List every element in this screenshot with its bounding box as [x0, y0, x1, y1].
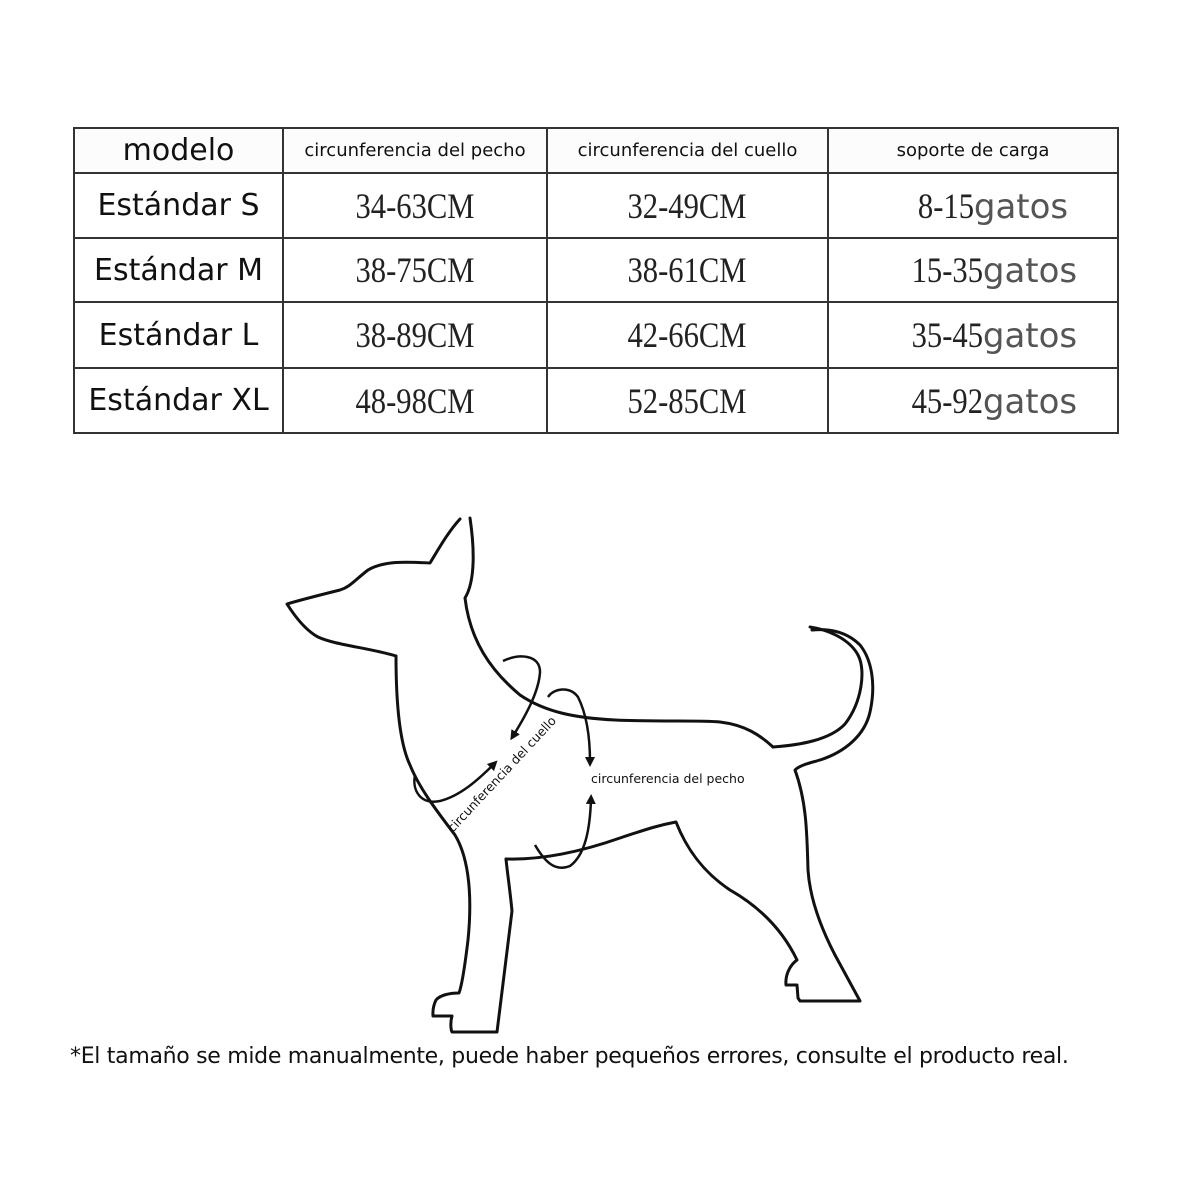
header-chest: circunferencia del pecho: [283, 128, 547, 173]
size-disclaimer-footnote: *El tamaño se mide manualmente, puede haber pequeños errores, consulte el producto real.: [70, 1044, 1069, 1069]
cell-chest: 38-89CM: [283, 302, 547, 368]
neck-measure-loop: [414, 656, 540, 801]
chest-circumference-label: circunferencia del pecho: [591, 771, 745, 786]
cell-neck: 38-61CM: [547, 238, 828, 302]
cell-load: 35-45gatos: [828, 302, 1118, 368]
neck-circumference-label: circunferencia del cuello: [444, 713, 560, 835]
cell-model: Estándar M: [74, 238, 283, 302]
cell-chest: 38-75CM: [283, 238, 547, 302]
cell-model: Estándar L: [74, 302, 283, 368]
cell-chest: 48-98CM: [283, 368, 547, 433]
cell-chest: 34-63CM: [283, 173, 547, 238]
header-neck: circunferencia del cuello: [547, 128, 828, 173]
cell-load: 8-15gatos: [828, 173, 1118, 238]
cell-neck: 52-85CM: [547, 368, 828, 433]
header-model: modelo: [74, 128, 283, 173]
cell-model: Estándar XL: [74, 368, 283, 433]
cell-load: 15-35gatos: [828, 238, 1118, 302]
dog-outline-icon: [287, 518, 873, 1032]
cell-load: 45-92gatos: [828, 368, 1118, 433]
cell-neck: 42-66CM: [547, 302, 828, 368]
header-load: soporte de carga: [828, 128, 1118, 173]
cell-model: Estándar S: [74, 173, 283, 238]
cell-neck: 32-49CM: [547, 173, 828, 238]
